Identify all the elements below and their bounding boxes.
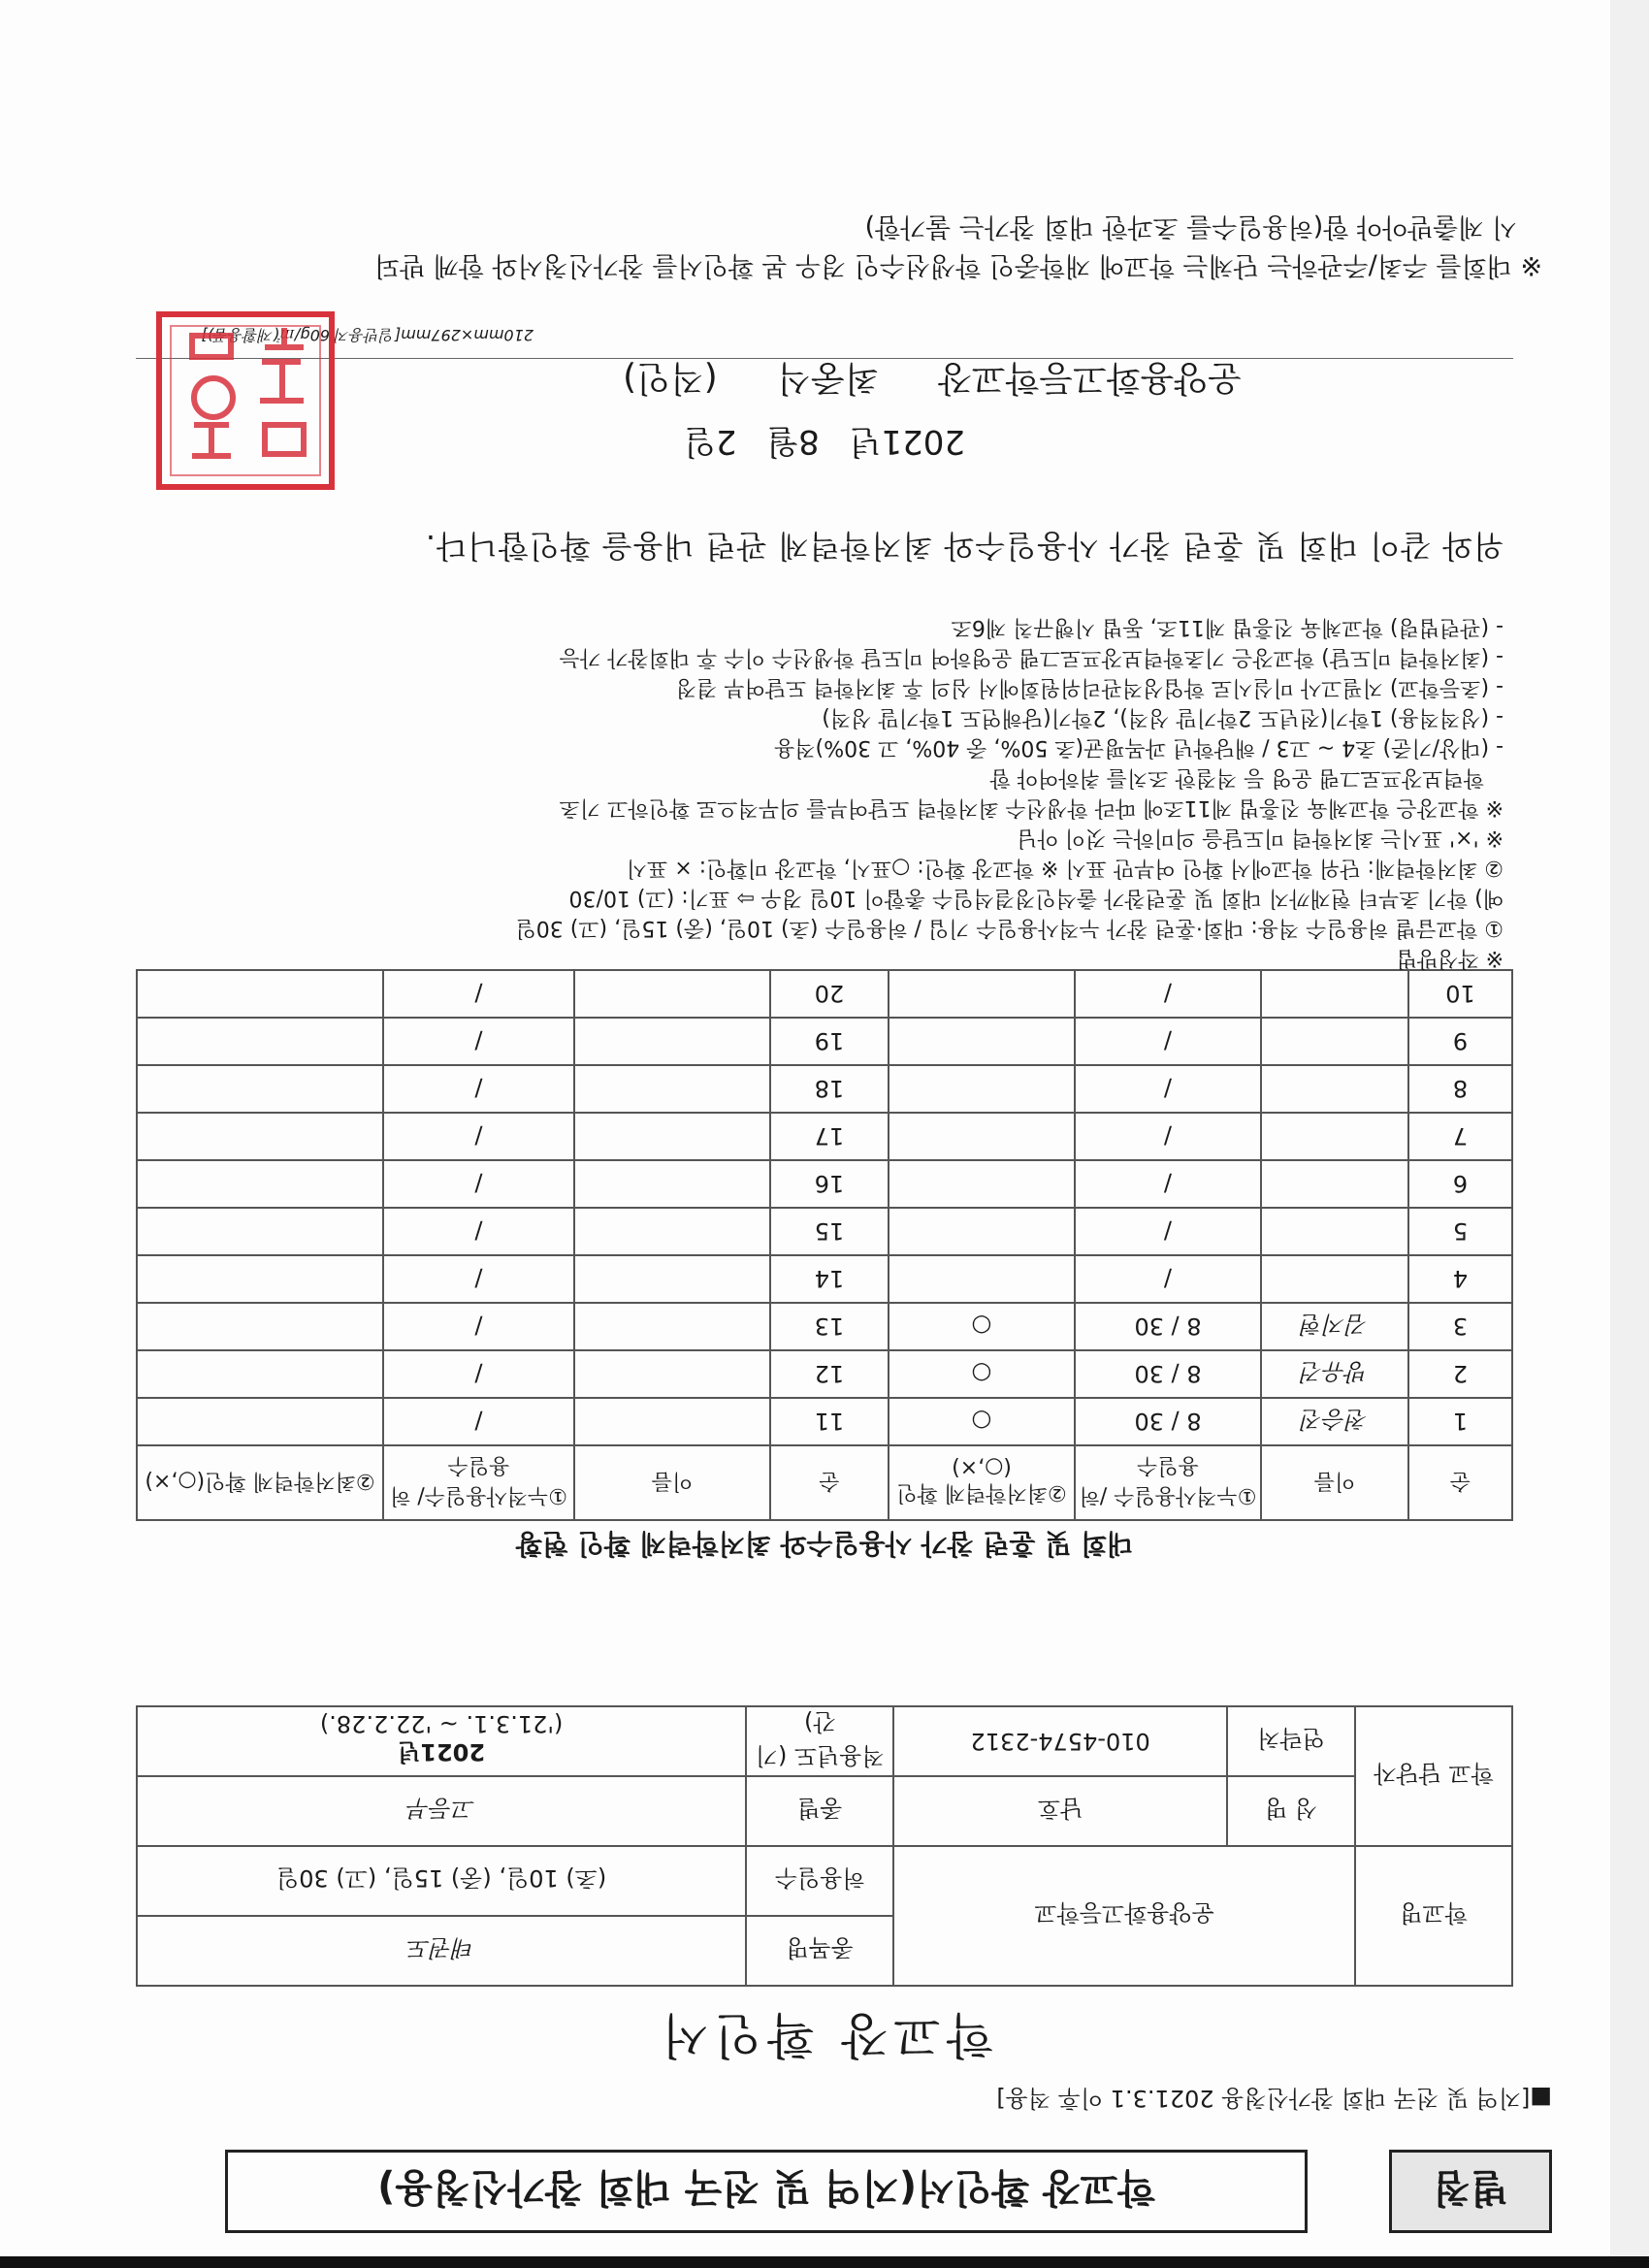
divider: [136, 358, 1513, 359]
principal-school: 운양용화고등학교장: [938, 358, 1242, 398]
row-number: 14: [770, 1255, 889, 1303]
used-days: /: [1075, 1255, 1261, 1303]
used-days: /: [383, 1208, 574, 1255]
event-value: 태권도: [137, 1916, 746, 1986]
min-academic-check: [137, 970, 383, 1018]
level-value: 고등부: [137, 1776, 746, 1846]
instruction-line: - (성적적용) 1학기(전년도 2학기말 성적), 2학기(당해연도 1학기말 성적): [822, 705, 1504, 729]
used-days: 8 / 30: [1075, 1398, 1261, 1445]
period-year: 2021년: [398, 1738, 486, 1766]
signature-line: [574, 356, 1242, 405]
row-number: 5: [1408, 1208, 1512, 1255]
used-days: /: [1075, 1160, 1261, 1208]
instruction-line: 학력보장프로그램 운영 등 적절한 조치를 취하여야 함: [989, 765, 1484, 790]
student-name: 천승진: [1261, 1398, 1408, 1445]
row-number: 11: [770, 1398, 889, 1445]
student-name: [574, 970, 770, 1018]
apply-note: ■[지역 및 전국 대회 참가신청용 2021.3.1 이후 적용]: [996, 2085, 1552, 2112]
instruction-line: ② 최저학력제: 단위 학교에서 확인 여부만 표시 ※ 학교장 확인: ○표시, 학교장 미확인: × 표시: [626, 856, 1504, 880]
col-min-academic: ②최저학력제 확인(○,×): [889, 1445, 1075, 1520]
contact-label: 연락처: [1227, 1706, 1355, 1776]
used-days: /: [1075, 1208, 1261, 1255]
instructions: [136, 612, 1504, 973]
allowed-label: 허용일수: [746, 1846, 893, 1916]
table-row: [137, 1303, 1512, 1350]
row-number: 19: [770, 1018, 889, 1065]
name-value: 남호: [893, 1776, 1227, 1846]
student-name: [1261, 1160, 1408, 1208]
row-number: 18: [770, 1065, 889, 1113]
min-academic-check: [137, 1255, 383, 1303]
period-range: ('21.3.1. ~ '22.2.28.): [319, 1710, 564, 1738]
table-row: [137, 1398, 1512, 1445]
used-days: 8 / 30: [1075, 1350, 1261, 1398]
level-label: 종별: [746, 1776, 893, 1846]
table-row: [137, 1255, 1512, 1303]
school-name: 운양용화고등학교: [893, 1846, 1355, 1986]
min-academic-check: ○: [889, 1398, 1075, 1445]
row-number: 3: [1408, 1303, 1512, 1350]
student-name: [574, 1018, 770, 1065]
min-academic-check: [889, 1255, 1075, 1303]
table-row: [137, 1350, 1512, 1398]
instruction-line: - (대상/기준) 초4 ~ 고3 / 해당학년 과목평균(초 50%, 중 40%, 고 30%)적용: [774, 735, 1504, 760]
min-academic-check: [137, 1160, 383, 1208]
min-academic-check: [889, 1160, 1075, 1208]
col-min-academic-2: ②최저학력제 확인(○,×): [137, 1445, 383, 1520]
student-name: 방유건: [1261, 1350, 1408, 1398]
student-name: [1261, 1065, 1408, 1113]
min-academic-check: [889, 1208, 1075, 1255]
student-name: [574, 1350, 770, 1398]
col-name-2: 이름: [574, 1445, 770, 1520]
student-name: [574, 1398, 770, 1445]
student-name: [1261, 970, 1408, 1018]
min-academic-check: [889, 1018, 1075, 1065]
row-number: 15: [770, 1208, 889, 1255]
table-row: [137, 1113, 1512, 1160]
footnote-line: 시 제출받아야 함(허용일수를 초과한 대회 참가는 불가함): [864, 211, 1517, 242]
main-title: 학교장 확인서: [656, 2007, 993, 2063]
student-name: [1261, 1255, 1408, 1303]
table-row: [137, 1065, 1512, 1113]
principal-name: 최중식: [777, 358, 879, 398]
min-academic-check: [137, 1303, 383, 1350]
footnote-line: ※ 대회를 주최/주관하는 단체는 학교에 재학중인 학생선수인 경우 본 확인서를 참가신청서와 함께 받되: [373, 250, 1542, 280]
used-days: /: [383, 1065, 574, 1113]
min-academic-check: [889, 970, 1075, 1018]
used-days: /: [383, 1113, 574, 1160]
student-name: [574, 1208, 770, 1255]
school-label: 학교명: [1355, 1846, 1512, 1986]
student-name: [574, 1065, 770, 1113]
row-number: 16: [770, 1160, 889, 1208]
row-number: 13: [770, 1303, 889, 1350]
period-label: 적용년도 (기간): [746, 1706, 893, 1776]
min-academic-check: [137, 1018, 383, 1065]
row-number: 7: [1408, 1113, 1512, 1160]
status-table: [136, 969, 1513, 1521]
name-label: 성 명: [1227, 1776, 1355, 1846]
instruction-line: ※ 학교장은 학교체육 진흥법 제11조에 따라 학생선수 최저학력 도달여부를 의무적으로 확인하고 기초: [559, 795, 1504, 820]
row-number: 17: [770, 1113, 889, 1160]
used-days: /: [383, 1350, 574, 1398]
student-name: [1261, 1113, 1408, 1160]
used-days: /: [1075, 970, 1261, 1018]
min-academic-check: ○: [889, 1303, 1075, 1350]
manager-label: 학교 담당자: [1355, 1706, 1512, 1846]
min-academic-check: [889, 1065, 1075, 1113]
table-row: [137, 970, 1512, 1018]
col-used-days-2: ①누적사용일수/ 허용일수: [383, 1445, 574, 1520]
row-number: 2: [1408, 1350, 1512, 1398]
min-academic-check: [137, 1398, 383, 1445]
col-name: 이름: [1261, 1445, 1408, 1520]
allowed-value: (초) 10일, (중) 15일, (고) 30일: [137, 1846, 746, 1916]
col-used-days: ①누적사용일수 /허용일수: [1075, 1445, 1261, 1520]
status-title: 대회 및 훈련 참가 사용일수와 최저학력제 확인 현황: [515, 1528, 1134, 1560]
footnote: [374, 207, 1542, 284]
scan-edge: [1610, 0, 1649, 2268]
table-row: [137, 1208, 1512, 1255]
form-title: 학교장 확인서(지역 및 전국 대회 참가신청용): [225, 2150, 1308, 2233]
issue-date: 2021년 8월 2일: [684, 422, 965, 461]
min-academic-check: [137, 1208, 383, 1255]
row-number: 10: [1408, 970, 1512, 1018]
row-number: 20: [770, 970, 889, 1018]
row-number: 9: [1408, 1018, 1512, 1065]
student-name: 김지현: [1261, 1303, 1408, 1350]
min-academic-check: [137, 1113, 383, 1160]
instruction-line: ※ '×' 표시는 최저학력 미도달을 의미하는 것이 아님: [1017, 826, 1504, 850]
instruction-line: ※ 작성방법: [1396, 946, 1504, 970]
min-academic-check: [137, 1065, 383, 1113]
confirm-statement: 위와 같이 대회 및 훈련 참가 사용일수와 최저학력제 관련 내용을 확인합니다.: [424, 528, 1504, 565]
row-number: 8: [1408, 1065, 1512, 1113]
row-number: 4: [1408, 1255, 1512, 1303]
school-info-table: [136, 1705, 1513, 1987]
scan-edge-bottom: [0, 2256, 1649, 2268]
used-days: 8 / 30: [1075, 1303, 1261, 1350]
table-row: [137, 1160, 1512, 1208]
used-days: /: [383, 970, 574, 1018]
student-name: [574, 1113, 770, 1160]
min-academic-check: ○: [889, 1350, 1075, 1398]
student-name: [574, 1255, 770, 1303]
row-number: 1: [1408, 1398, 1512, 1445]
used-days: /: [383, 1255, 574, 1303]
form-tag: 별첨: [1389, 2150, 1552, 2233]
paper-spec: 210mm×297mm[일반용지 60g/㎡(재활용품)]: [201, 326, 534, 344]
instruction-line: ① 학교급별 허용일수 적용: 대회·훈련 참가 누적사용일수 기입 / 허용일수 (초) 10일, (중) 15일, (고) 30일: [515, 916, 1504, 940]
instruction-line: - (최저학력 미도달) 학교장은 기초학력보장프로그램 운영하여 미도달 학생선수 이수 후 대회참가 가능: [559, 645, 1504, 669]
instruction-line: 예) 학기 초부터 현재까지 대회 및 훈련참가 출석인정결석일수 총합이 10일 경우 ⇨ 표기: (고) 10/30: [568, 886, 1504, 910]
table-row: [137, 1018, 1512, 1065]
min-academic-check: [889, 1113, 1075, 1160]
row-number: 6: [1408, 1160, 1512, 1208]
row-number: 12: [770, 1350, 889, 1398]
event-label: 종목명: [746, 1916, 893, 1986]
student-name: [574, 1160, 770, 1208]
used-days: /: [383, 1398, 574, 1445]
instruction-line: - (초등학교) 지필고사 미실시로 학업성적관리위원회에서 심의 후 최저학력 도달여부 결정: [675, 675, 1504, 699]
status-header-row: [137, 1445, 1512, 1520]
used-days: /: [1075, 1113, 1261, 1160]
period-value: [137, 1706, 746, 1776]
student-name: [574, 1303, 770, 1350]
student-name: [1261, 1208, 1408, 1255]
used-days: /: [383, 1018, 574, 1065]
used-days: /: [1075, 1065, 1261, 1113]
used-days: /: [383, 1303, 574, 1350]
min-academic-check: [137, 1350, 383, 1398]
seal-mark-label: (직인): [623, 358, 718, 398]
col-number: 순: [1408, 1445, 1512, 1520]
used-days: /: [383, 1160, 574, 1208]
student-name: [1261, 1018, 1408, 1065]
instruction-line: - (관련법령) 학교체육 진흥법 제11조, 동법 시행규칙 제6조: [951, 615, 1504, 639]
contact-value: 010-4574-2312: [893, 1706, 1227, 1776]
col-number-2: 순: [770, 1445, 889, 1520]
used-days: /: [1075, 1018, 1261, 1065]
official-seal-icon: [153, 308, 338, 493]
